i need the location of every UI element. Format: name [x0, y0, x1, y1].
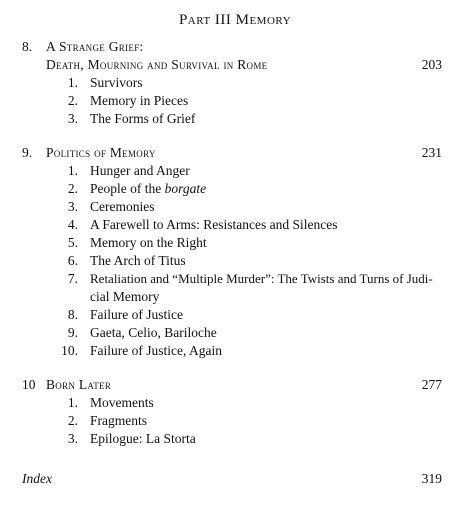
section-number: 2. [67, 413, 78, 428]
section-title [90, 180, 206, 198]
section-title: The Forms of Grief [90, 111, 196, 126]
section-number: 1. [67, 395, 78, 410]
index-label: Index [22, 471, 52, 486]
section-number: 6. [67, 253, 78, 268]
section-title: Gaeta, Celio, Bariloche [90, 325, 217, 340]
chapter-number: 10 [22, 377, 36, 392]
section-number: 9. [67, 325, 78, 340]
chapter-title: Politics of Memory [46, 145, 156, 160]
chapter-number: 8. [22, 39, 33, 54]
section-title: Fragments [90, 413, 147, 428]
section-title-line2: cial Memory [90, 289, 160, 304]
section-number: 3. [67, 199, 78, 214]
chapter-number: 9. [22, 145, 33, 160]
section-number: 10. [61, 343, 78, 358]
part-title: Part III Memory [178, 12, 292, 28]
chapter-title: A Strange Grief: [46, 39, 144, 54]
section-title-prefix: People of the [90, 181, 165, 196]
section-title: Failure of Justice, Again [90, 343, 222, 358]
section-number: 7. [67, 271, 78, 286]
section-number: 8. [67, 307, 78, 322]
section-title: Movements [90, 395, 154, 410]
section-title: Memory in Pieces [90, 93, 189, 108]
section-title: Ceremonies [90, 199, 155, 214]
section-title: Failure of Justice [90, 307, 183, 322]
index-page-number: 319 [421, 471, 442, 486]
chapter-page-number: 203 [421, 57, 442, 72]
section-title: Memory on the Right [90, 235, 207, 250]
chapter-title: Born Later [46, 377, 112, 392]
section-number: 2. [67, 93, 78, 108]
section-number: 3. [67, 111, 78, 126]
chapter-title-line2: Death, Mourning and Survival in Rome [46, 57, 268, 72]
section-title-italic: borgate [164, 181, 207, 196]
section-title: Survivors [90, 75, 143, 90]
chapter-page-number: 231 [421, 145, 442, 160]
chapter-page-number: 277 [421, 377, 442, 392]
section-number: 1. [67, 163, 78, 178]
section-title: The Arch of Titus [90, 253, 186, 268]
section-title: Epilogue: La Storta [90, 431, 196, 446]
section-title: A Farewell to Arms: Resistances and Silences [90, 217, 338, 232]
section-number: 5. [67, 235, 78, 250]
section-number: 2. [67, 181, 78, 196]
section-title: Retaliation and “Multiple Murder”: The Twists and Turns of Judi- [90, 271, 433, 286]
section-number: 1. [67, 75, 78, 90]
section-number: 3. [67, 431, 78, 446]
section-number: 4. [67, 217, 78, 232]
section-title: Hunger and Anger [90, 163, 190, 178]
